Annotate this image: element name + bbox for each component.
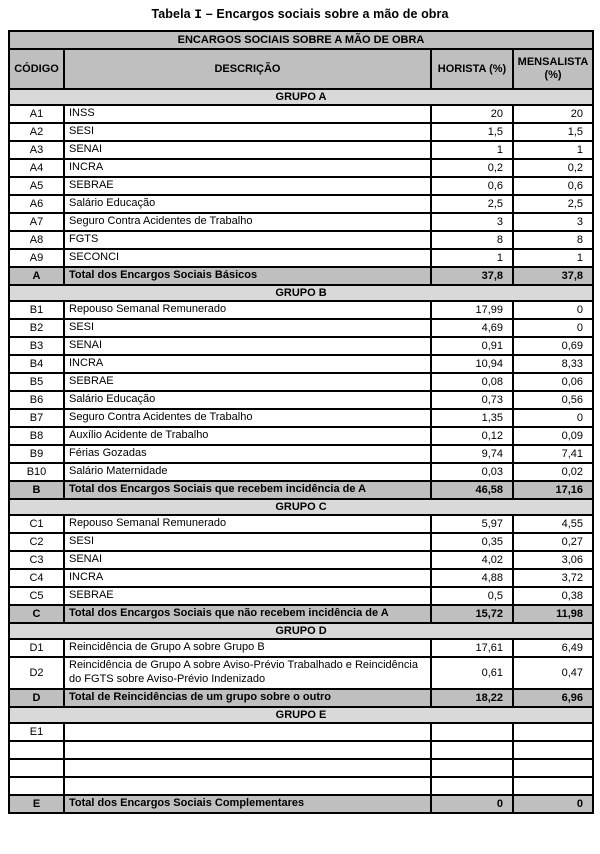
table-row-description (64, 777, 431, 795)
table-row-description: SECONCI (64, 249, 431, 267)
table-row (9, 427, 593, 445)
table-row (9, 319, 593, 337)
group-header-row (9, 623, 593, 639)
table-row-mensalista-value: 0 (513, 319, 593, 337)
table-row-mensalista-value: 0,6 (513, 177, 593, 195)
table-row-code: B3 (9, 337, 64, 355)
group-total-row-description: Total dos Encargos Sociais Básicos (64, 267, 431, 285)
table-row-code: E1 (9, 723, 64, 741)
table-row-description (64, 759, 431, 777)
table-row-code: B1 (9, 301, 64, 319)
table-row-code (9, 759, 64, 777)
table-row-mensalista-value (513, 723, 593, 741)
table-row-code: D1 (9, 639, 64, 657)
table-row-horista-value: 0,35 (431, 533, 513, 551)
table-row-horista-value: 0,2 (431, 159, 513, 177)
table-row-description: FGTS (64, 231, 431, 249)
table-row (9, 587, 593, 605)
group-total-row-horista-value: 0 (431, 795, 513, 813)
group-total-row-code: E (9, 795, 64, 813)
table-row-horista-value: 17,99 (431, 301, 513, 319)
table-row-code: C2 (9, 533, 64, 551)
group-total-row-horista-value: 37,8 (431, 267, 513, 285)
group-total-row-horista-value: 15,72 (431, 605, 513, 623)
table-row-mensalista-value: 0,27 (513, 533, 593, 551)
table-row (9, 391, 593, 409)
encargos-sociais-table (8, 30, 594, 814)
group-header-label: GRUPO B (9, 285, 593, 301)
table-row-mensalista-value: 0,09 (513, 427, 593, 445)
document-title-roman-numeral: I (194, 7, 203, 22)
group-total-row (9, 267, 593, 285)
table-row-code: A3 (9, 141, 64, 159)
group-total-row (9, 481, 593, 499)
table-row-mensalista-value: 3,72 (513, 569, 593, 587)
table-row (9, 463, 593, 481)
table-row-description: INCRA (64, 159, 431, 177)
table-row-code: C5 (9, 587, 64, 605)
table-row-description: INCRA (64, 569, 431, 587)
table-row-horista-value: 1 (431, 141, 513, 159)
table-row-mensalista-value: 8,33 (513, 355, 593, 373)
table-row-code: B6 (9, 391, 64, 409)
group-total-row-horista-value: 46,58 (431, 481, 513, 499)
table-row-description: Férias Gozadas (64, 445, 431, 463)
group-total-row-mensalista-value: 37,8 (513, 267, 593, 285)
table-row-description: SENAI (64, 551, 431, 569)
table-row-mensalista-value: 0,02 (513, 463, 593, 481)
document-title-prefix: Tabela (151, 7, 195, 21)
group-header-row (9, 707, 593, 723)
group-total-row (9, 605, 593, 623)
table-row-description: INCRA (64, 355, 431, 373)
table-row-code: B2 (9, 319, 64, 337)
table-row (9, 741, 593, 759)
group-total-row-description: Total de Reincidências de um grupo sobre o outro (64, 689, 431, 707)
table-row-mensalista-value (513, 759, 593, 777)
group-total-row-code: D (9, 689, 64, 707)
table-row-mensalista-value: 1 (513, 249, 593, 267)
group-header-row (9, 89, 593, 105)
table-row-horista-value: 0,91 (431, 337, 513, 355)
table-row-description: Reincidência de Grupo A sobre Aviso-Prévio Trabalhado e Reincidência do FGTS sobre Aviso-Prévio Indenizado (64, 657, 431, 689)
table-row-mensalista-value: 0,06 (513, 373, 593, 391)
table-row-description: Salário Maternidade (64, 463, 431, 481)
table-row-horista-value: 20 (431, 105, 513, 123)
table-row (9, 195, 593, 213)
table-row-horista-value (431, 777, 513, 795)
table-row (9, 445, 593, 463)
table-row (9, 355, 593, 373)
table-row-mensalista-value: 3,06 (513, 551, 593, 569)
table-row-horista-value: 0,03 (431, 463, 513, 481)
table-row-description: Repouso Semanal Remunerado (64, 515, 431, 533)
group-total-row-description: Total dos Encargos Sociais Complementares (64, 795, 431, 813)
table-row-horista-value: 0,12 (431, 427, 513, 445)
table-row-horista-value: 0,08 (431, 373, 513, 391)
group-header-label: GRUPO C (9, 499, 593, 515)
table-row-horista-value: 8 (431, 231, 513, 249)
table-row-mensalista-value: 6,49 (513, 639, 593, 657)
table-row-code: D2 (9, 657, 64, 689)
table-row (9, 213, 593, 231)
group-total-row-description: Total dos Encargos Sociais que não recebem incidência de A (64, 605, 431, 623)
table-row-code: A6 (9, 195, 64, 213)
table-row (9, 105, 593, 123)
column-header-descricao: DESCRIÇÃO (64, 49, 431, 89)
table-row (9, 723, 593, 741)
table-body (9, 89, 593, 813)
table-row-horista-value: 4,88 (431, 569, 513, 587)
table-row-mensalista-value (513, 741, 593, 759)
table-row-description: SENAI (64, 337, 431, 355)
table-row-description: SENAI (64, 141, 431, 159)
table-row-code: C1 (9, 515, 64, 533)
table-row-description: Seguro Contra Acidentes de Trabalho (64, 213, 431, 231)
table-row-code: C3 (9, 551, 64, 569)
table-row-horista-value: 0,61 (431, 657, 513, 689)
table-row (9, 141, 593, 159)
table-row-horista-value: 10,94 (431, 355, 513, 373)
table-row-code (9, 777, 64, 795)
table-row-horista-value (431, 723, 513, 741)
table-row-horista-value: 5,97 (431, 515, 513, 533)
table-title-row (9, 31, 593, 49)
group-total-row-code: C (9, 605, 64, 623)
table-row-code: A8 (9, 231, 64, 249)
group-total-row-mensalista-value: 11,98 (513, 605, 593, 623)
table-row-horista-value: 1,5 (431, 123, 513, 141)
table-row-horista-value (431, 759, 513, 777)
table-title: ENCARGOS SOCIAIS SOBRE A MÃO DE OBRA (9, 31, 593, 49)
group-total-row-mensalista-value: 17,16 (513, 481, 593, 499)
table-row-code: B9 (9, 445, 64, 463)
table-row-horista-value: 0,5 (431, 587, 513, 605)
table-row (9, 177, 593, 195)
table-row-description: Seguro Contra Acidentes de Trabalho (64, 409, 431, 427)
table-row-horista-value: 1,35 (431, 409, 513, 427)
group-header-label: GRUPO D (9, 623, 593, 639)
table-row-mensalista-value: 0 (513, 301, 593, 319)
group-header-label: GRUPO A (9, 89, 593, 105)
table-row-code: B10 (9, 463, 64, 481)
table-row-description: SESI (64, 123, 431, 141)
table-row-mensalista-value: 3 (513, 213, 593, 231)
table-row-code: A4 (9, 159, 64, 177)
group-total-row-mensalista-value: 6,96 (513, 689, 593, 707)
table-row-code (9, 741, 64, 759)
table-row-code: A2 (9, 123, 64, 141)
table-row (9, 409, 593, 427)
table-row-mensalista-value (513, 777, 593, 795)
table-row-description: SESI (64, 533, 431, 551)
group-header-row (9, 499, 593, 515)
table-row (9, 639, 593, 657)
table-row-code: C4 (9, 569, 64, 587)
group-total-row-code: A (9, 267, 64, 285)
table-row-horista-value: 1 (431, 249, 513, 267)
table-row (9, 337, 593, 355)
column-header-codigo: CÓDIGO (9, 49, 64, 89)
table-row-description: SEBRAE (64, 373, 431, 391)
group-header-row (9, 285, 593, 301)
table-row-mensalista-value: 0 (513, 409, 593, 427)
table-row-description (64, 741, 431, 759)
table-row-horista-value (431, 741, 513, 759)
table-row-mensalista-value: 20 (513, 105, 593, 123)
table-row-code: A9 (9, 249, 64, 267)
table-row-description: SEBRAE (64, 587, 431, 605)
table-row-description: Reincidência de Grupo A sobre Grupo B (64, 639, 431, 657)
column-header-row (9, 49, 593, 89)
table-row-horista-value: 3 (431, 213, 513, 231)
table-row-description: SEBRAE (64, 177, 431, 195)
table-row-code: A5 (9, 177, 64, 195)
table-row-description (64, 723, 431, 741)
table-row-description: Salário Educação (64, 391, 431, 409)
table-row-mensalista-value: 0,56 (513, 391, 593, 409)
group-total-row-description: Total dos Encargos Sociais que recebem incidência de A (64, 481, 431, 499)
table-row (9, 569, 593, 587)
group-total-row (9, 795, 593, 813)
table-row (9, 759, 593, 777)
table-row-code: B8 (9, 427, 64, 445)
table-row-mensalista-value: 0,38 (513, 587, 593, 605)
table-row (9, 657, 593, 689)
table-row-mensalista-value: 2,5 (513, 195, 593, 213)
table-row-horista-value: 2,5 (431, 195, 513, 213)
document-title (0, 0, 600, 30)
table-row-code: B4 (9, 355, 64, 373)
table-row-horista-value: 0,6 (431, 177, 513, 195)
table-row-description: Salário Educação (64, 195, 431, 213)
table-row (9, 551, 593, 569)
table-row-horista-value: 4,02 (431, 551, 513, 569)
table-row (9, 249, 593, 267)
table-row (9, 231, 593, 249)
table-row-code: A1 (9, 105, 64, 123)
table-row-mensalista-value: 7,41 (513, 445, 593, 463)
table-row-code: A7 (9, 213, 64, 231)
table-row (9, 533, 593, 551)
table-row-code: B5 (9, 373, 64, 391)
group-total-row-horista-value: 18,22 (431, 689, 513, 707)
group-total-row-code: B (9, 481, 64, 499)
table-row-description: Repouso Semanal Remunerado (64, 301, 431, 319)
table-row-description: Auxílio Acidente de Trabalho (64, 427, 431, 445)
table-row-mensalista-value: 4,55 (513, 515, 593, 533)
table-row-mensalista-value: 0,2 (513, 159, 593, 177)
table-row (9, 515, 593, 533)
table-row-horista-value: 0,73 (431, 391, 513, 409)
table-row-description: SESI (64, 319, 431, 337)
table-row (9, 373, 593, 391)
table-row-mensalista-value: 1 (513, 141, 593, 159)
table-row-horista-value: 9,74 (431, 445, 513, 463)
table-row-horista-value: 4,69 (431, 319, 513, 337)
group-total-row-mensalista-value: 0 (513, 795, 593, 813)
table-row-horista-value: 17,61 (431, 639, 513, 657)
table-row-mensalista-value: 0,69 (513, 337, 593, 355)
table-row (9, 301, 593, 319)
column-header-mensalista: MENSALISTA (%) (513, 49, 593, 89)
group-header-label: GRUPO E (9, 707, 593, 723)
table-row-mensalista-value: 0,47 (513, 657, 593, 689)
column-header-horista: HORISTA (%) (431, 49, 513, 89)
table-row-mensalista-value: 1,5 (513, 123, 593, 141)
table-row-code: B7 (9, 409, 64, 427)
group-total-row (9, 689, 593, 707)
document-title-suffix: – Encargos sociais sobre a mão de obra (202, 7, 449, 21)
table-row (9, 159, 593, 177)
table-row (9, 777, 593, 795)
table-row (9, 123, 593, 141)
table-row-description: INSS (64, 105, 431, 123)
table-row-mensalista-value: 8 (513, 231, 593, 249)
